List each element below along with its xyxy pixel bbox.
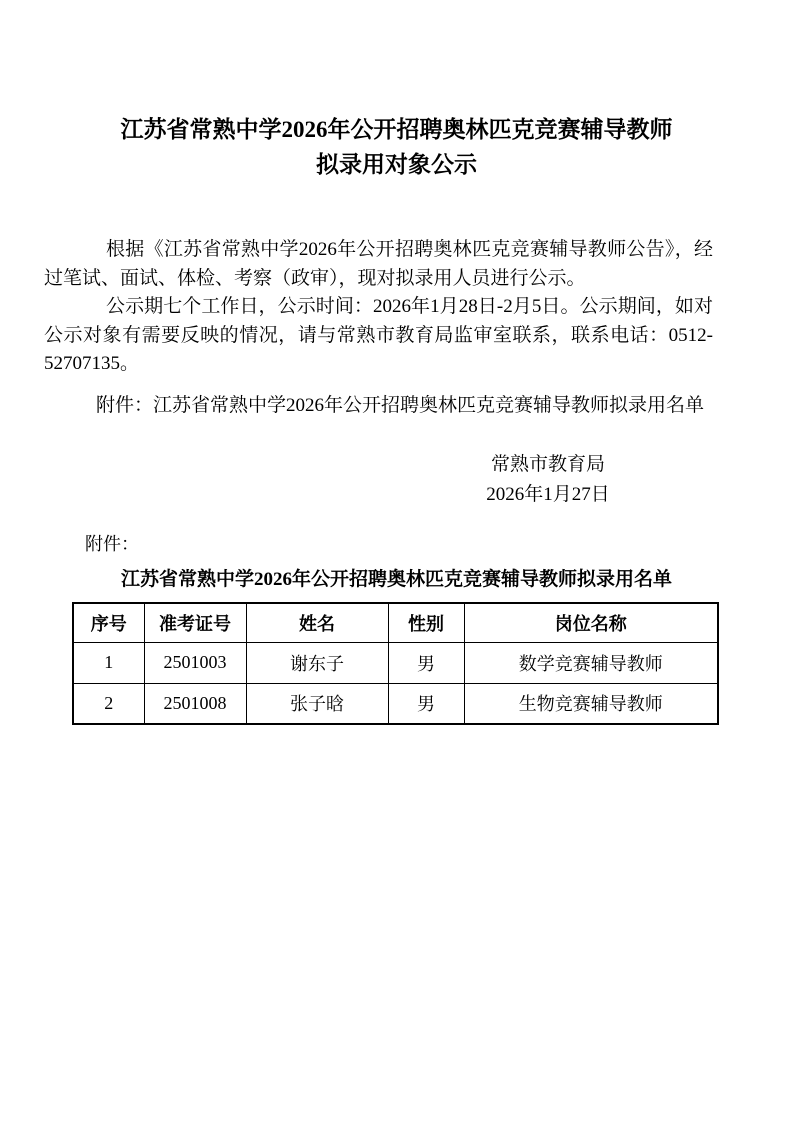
table-row bbox=[73, 642, 718, 683]
cell-index: 2 bbox=[73, 683, 144, 724]
issuing-authority: 常熟市教育局 bbox=[490, 454, 605, 475]
document-body bbox=[44, 236, 713, 379]
cell-name: 张子晗 bbox=[246, 683, 388, 724]
roster-table bbox=[72, 602, 719, 725]
attachment-reference-line: 附件：江苏省常熟中学2026年公开招聘奥林匹克竞赛辅导教师拟录用名单 bbox=[96, 394, 705, 416]
column-header-position: 岗位名称 bbox=[464, 603, 718, 642]
column-header-index: 序号 bbox=[73, 603, 144, 642]
column-header-exam-number: 准考证号 bbox=[144, 603, 246, 642]
cell-position: 生物竞赛辅导教师 bbox=[464, 683, 718, 724]
cell-exam-number: 2501003 bbox=[144, 642, 246, 683]
body-paragraph-basis: 根据《江苏省常熟中学2026年公开招聘奥林匹克竞赛辅导教师公告》，经过笔试、面试、体检、考察（政审），现对拟录用人员进行公示。 bbox=[44, 239, 713, 289]
body-paragraph-publicity-period: 公示期七个工作日，公示时间：2026年1月28日-2月5日。公示期间，如对公示对象有需要反映的情况，请与常熟市教育局监审室联系，联系电话：0512-52707135。 bbox=[44, 296, 713, 374]
issue-date: 2026年1月27日 bbox=[486, 484, 610, 505]
cell-position: 数学竞赛辅导教师 bbox=[464, 642, 718, 683]
roster-table-title: 江苏省常熟中学2026年公开招聘奥林匹克竞赛辅导教师拟录用名单 bbox=[120, 569, 672, 590]
column-header-gender: 性别 bbox=[388, 603, 464, 642]
table-header-row bbox=[73, 603, 718, 642]
document-title-line1: 江苏省常熟中学2026年公开招聘奥林匹克竞赛辅导教师 bbox=[120, 117, 673, 142]
table-row bbox=[73, 683, 718, 724]
cell-index: 1 bbox=[73, 642, 144, 683]
document-title-line2: 拟录用对象公示 bbox=[316, 152, 477, 177]
document-title bbox=[0, 0, 793, 182]
cell-exam-number: 2501008 bbox=[144, 683, 246, 724]
cell-gender: 男 bbox=[388, 683, 464, 724]
cell-gender: 男 bbox=[388, 642, 464, 683]
cell-name: 谢东子 bbox=[246, 642, 388, 683]
column-header-name: 姓名 bbox=[246, 603, 388, 642]
signature-block bbox=[433, 450, 663, 510]
attachment-label: 附件： bbox=[85, 534, 139, 554]
